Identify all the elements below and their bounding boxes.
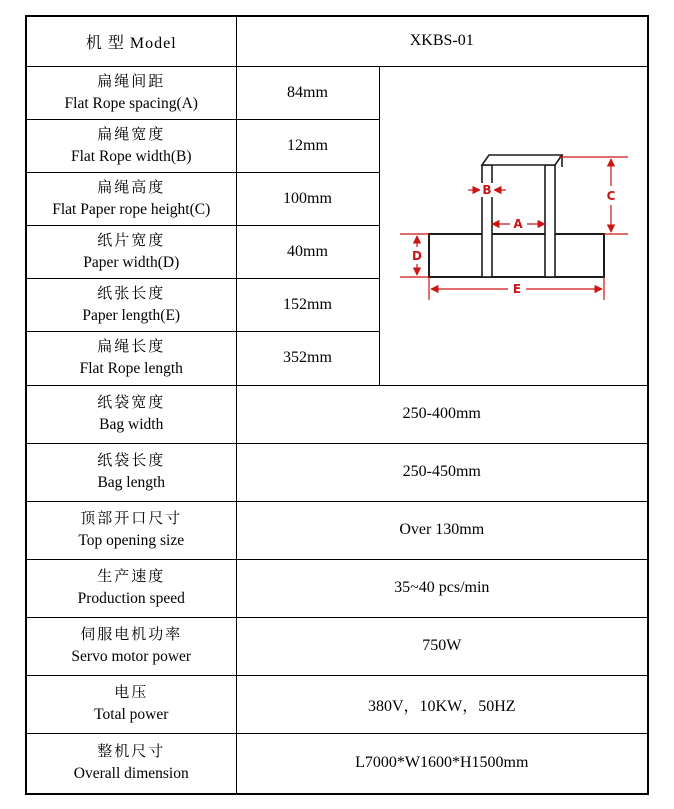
label-en: Production speed — [77, 590, 185, 607]
spec-label-cell — [26, 172, 236, 225]
dim-label-b: B — [481, 182, 492, 197]
dim-label-a: A — [512, 216, 523, 231]
dim-label-e: E — [512, 281, 521, 296]
label-en: Paper width(D) — [83, 254, 180, 272]
spec-value-cell — [236, 66, 379, 119]
table-row-servo-power — [26, 617, 648, 675]
spec-value-cell — [236, 733, 648, 794]
spec-value: 84mm — [287, 83, 328, 101]
spec-value: 380V，10KW，50HZ — [367, 697, 516, 715]
table-row-model — [26, 16, 648, 66]
label-cn: 纸袋宽度 — [97, 395, 166, 411]
dim-label-d: D — [411, 248, 422, 263]
label-en: Bag length — [97, 474, 166, 491]
label-cn: 纸袋长度 — [97, 453, 166, 469]
spec-value: L7000*W1600*H1500mm — [355, 754, 529, 772]
label-cn: 扁绳高度 — [97, 179, 166, 196]
table-row-bag-width — [26, 385, 648, 443]
label-en: Flat Paper rope height(C) — [52, 200, 211, 218]
spec-value: 35~40 pcs/min — [394, 579, 490, 596]
spec-value: Over 130mm — [399, 521, 485, 538]
diagram-cell — [379, 66, 648, 385]
label-en: Servo motor power — [71, 648, 192, 665]
spec-label-cell — [26, 733, 236, 794]
model-label: 机 型 Model — [85, 34, 177, 52]
model-value-cell — [236, 16, 648, 66]
spec-value-cell — [236, 501, 648, 559]
spec-label-cell — [26, 279, 236, 332]
spec-label-cell — [26, 443, 236, 501]
spec-label-cell — [26, 617, 236, 675]
label-cn: 纸张长度 — [97, 286, 166, 303]
spec-value-cell — [236, 443, 648, 501]
label-cn: 整机尺寸 — [97, 744, 166, 761]
label-en: Paper length(E) — [82, 307, 181, 325]
label-en: Flat Rope width(B) — [70, 147, 192, 165]
table-row-top-opening — [26, 501, 648, 559]
table-row-bag-length — [26, 443, 648, 501]
spec-label-cell — [26, 559, 236, 617]
spec-value: 750W — [422, 637, 462, 654]
paper-strip-shape — [429, 234, 604, 277]
spec-value: 352mm — [283, 349, 332, 367]
spec-label-cell — [26, 225, 236, 278]
label-cn: 生产速度 — [97, 569, 166, 585]
table-row-voltage — [26, 675, 648, 733]
label-en: Top opening size — [78, 532, 185, 549]
spec-value: 100mm — [283, 189, 332, 207]
spec-label-cell — [26, 332, 236, 385]
label-cn: 电压 — [114, 685, 149, 701]
spec-label-cell — [26, 119, 236, 172]
spec-value-cell — [236, 559, 648, 617]
spec-value-cell — [236, 225, 379, 278]
label-en: Total power — [94, 706, 169, 723]
table-row-rope-spacing — [26, 66, 648, 119]
label-cn: 扁绳宽度 — [97, 126, 166, 143]
label-cn: 伺服电机功率 — [80, 627, 183, 643]
table-row-overall-dimension — [26, 733, 648, 794]
spec-value: 250-400mm — [402, 405, 481, 422]
spec-table — [25, 15, 649, 795]
model-label-cell — [26, 16, 236, 66]
table-row-production-speed — [26, 559, 648, 617]
spec-value-cell — [236, 675, 648, 733]
spec-label-cell — [26, 675, 236, 733]
spec-value: 250-450mm — [402, 463, 481, 480]
label-en: Flat Rope length — [79, 360, 183, 378]
label-en: Flat Rope spacing(A) — [64, 94, 198, 112]
spec-value-cell — [236, 617, 648, 675]
spec-label-cell — [26, 66, 236, 119]
label-en: Bag width — [99, 416, 164, 433]
model-value: XKBS-01 — [409, 32, 474, 50]
spec-value: 12mm — [287, 136, 328, 154]
spec-value-cell — [236, 332, 379, 385]
bag-handle-diagram — [380, 67, 649, 385]
spec-value: 152mm — [283, 296, 332, 314]
spec-value-cell — [236, 279, 379, 332]
spec-label-cell — [26, 385, 236, 443]
spec-value-cell — [236, 119, 379, 172]
label-cn: 扁绳长度 — [97, 339, 166, 356]
spec-value-cell — [236, 385, 648, 443]
label-cn: 纸片宽度 — [97, 233, 166, 250]
label-cn: 顶部开口尺寸 — [80, 511, 183, 527]
dim-label-c: C — [606, 188, 615, 203]
spec-value-cell — [236, 172, 379, 225]
label-en: Overall dimension — [73, 765, 189, 783]
spec-value: 40mm — [287, 243, 328, 261]
spec-label-cell — [26, 501, 236, 559]
label-cn: 扁绳间距 — [97, 73, 166, 90]
